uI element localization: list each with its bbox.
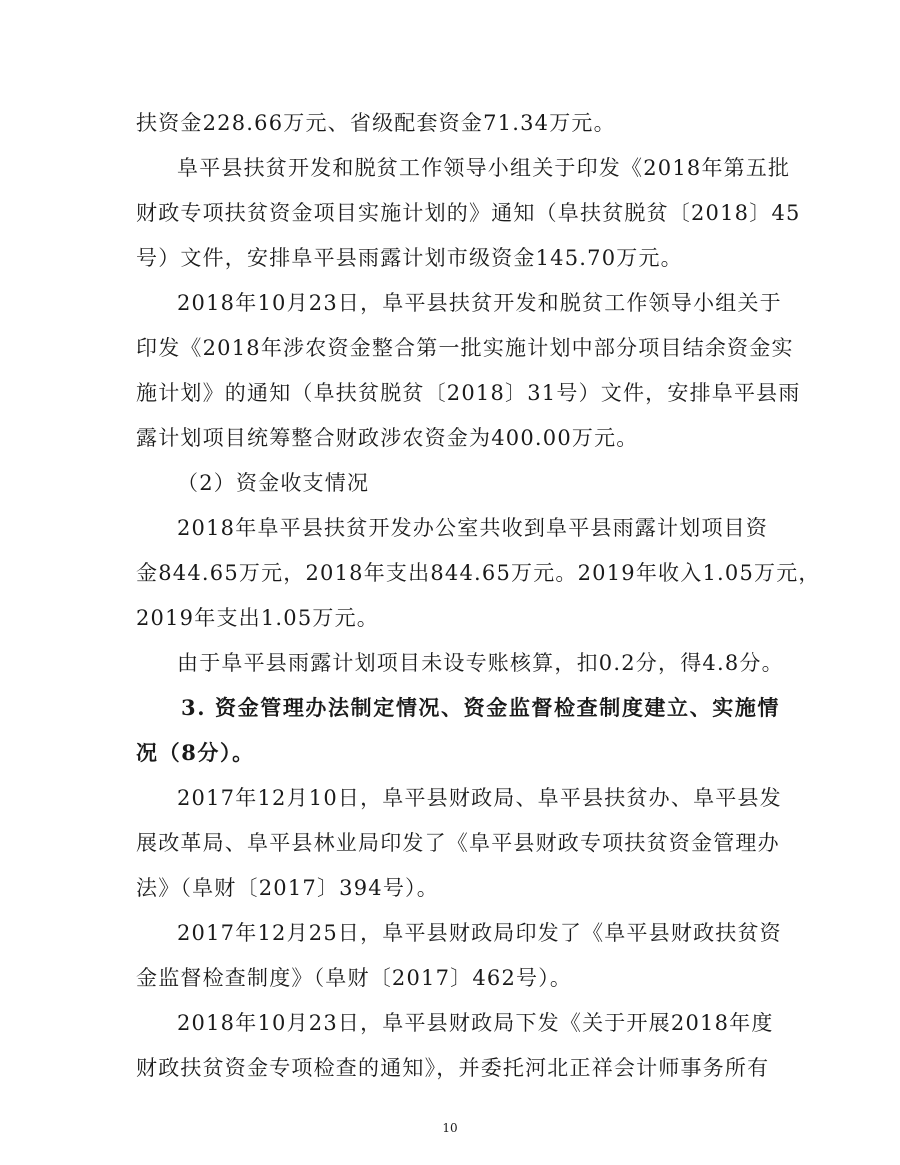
- body-line-10: 2018年阜平县扶贫开发办公室共收到阜平县雨露计划项目资: [177, 516, 769, 540]
- section-heading-3: 3. 资金管理办法制定情况、资金监督检查制度建立、实施情: [181, 695, 781, 720]
- body-line-21: 2018年10月23日，阜平县财政局下发《关于开展2018年度: [177, 1011, 774, 1035]
- body-line-7: 施计划》的通知（阜扶贫脱贫〔2018〕31号）文件，安排阜平县雨: [136, 381, 801, 405]
- body-line-20: 金监督检查制度》（阜财〔2017〕462号）。: [136, 966, 573, 990]
- body-line-2: 阜平县扶贫开发和脱贫工作领导小组关于印发《2018年第五批: [177, 156, 791, 180]
- page-number: 10: [442, 1121, 458, 1135]
- body-line-22: 财政扶贫资金专项检查的通知》，并委托河北正祥会计师事务所有: [136, 1056, 770, 1080]
- body-line-5: 2018年10月23日，阜平县扶贫开发和脱贫工作领导小组关于: [177, 291, 782, 315]
- body-line-8: 露计划项目统筹整合财政涉农资金为400.00万元。: [136, 426, 639, 450]
- body-line-1: 扶资金228.66万元、省级配套资金71.34万元。: [136, 111, 616, 135]
- body-line-11: 金844.65万元，2018年支出844.65万元。2019年收入1.05万元，: [136, 561, 821, 585]
- body-line-16: 2017年12月10日，阜平县财政局、阜平县扶贫办、阜平县发: [177, 786, 782, 810]
- body-line-12: 2019年支出1.05万元。: [136, 606, 380, 630]
- section-heading-3-cont: 况（8分）。: [136, 740, 255, 765]
- body-line-19: 2017年12月25日，阜平县财政局印发了《阜平县财政扶贫资: [177, 921, 782, 945]
- body-line-4: 号）文件，安排阜平县雨露计划市级资金145.70万元。: [136, 246, 683, 270]
- body-line-13: 由于阜平县雨露计划项目未设专账核算，扣0.2分，得4.8分。: [177, 651, 784, 675]
- body-line-17: 展改革局、阜平县林业局印发了《阜平县财政专项扶贫资金管理办: [136, 831, 780, 855]
- body-line-3: 财政专项扶贫资金项目实施计划的》通知（阜扶贫脱贫〔2018〕45: [136, 201, 801, 225]
- body-line-18: 法》（阜财〔2017〕394号）。: [136, 876, 439, 900]
- body-line-6: 印发《2018年涉农资金整合第一批实施计划中部分项目结余资金实: [136, 336, 794, 360]
- sub-heading-funds: （2）资金收支情况: [177, 471, 370, 495]
